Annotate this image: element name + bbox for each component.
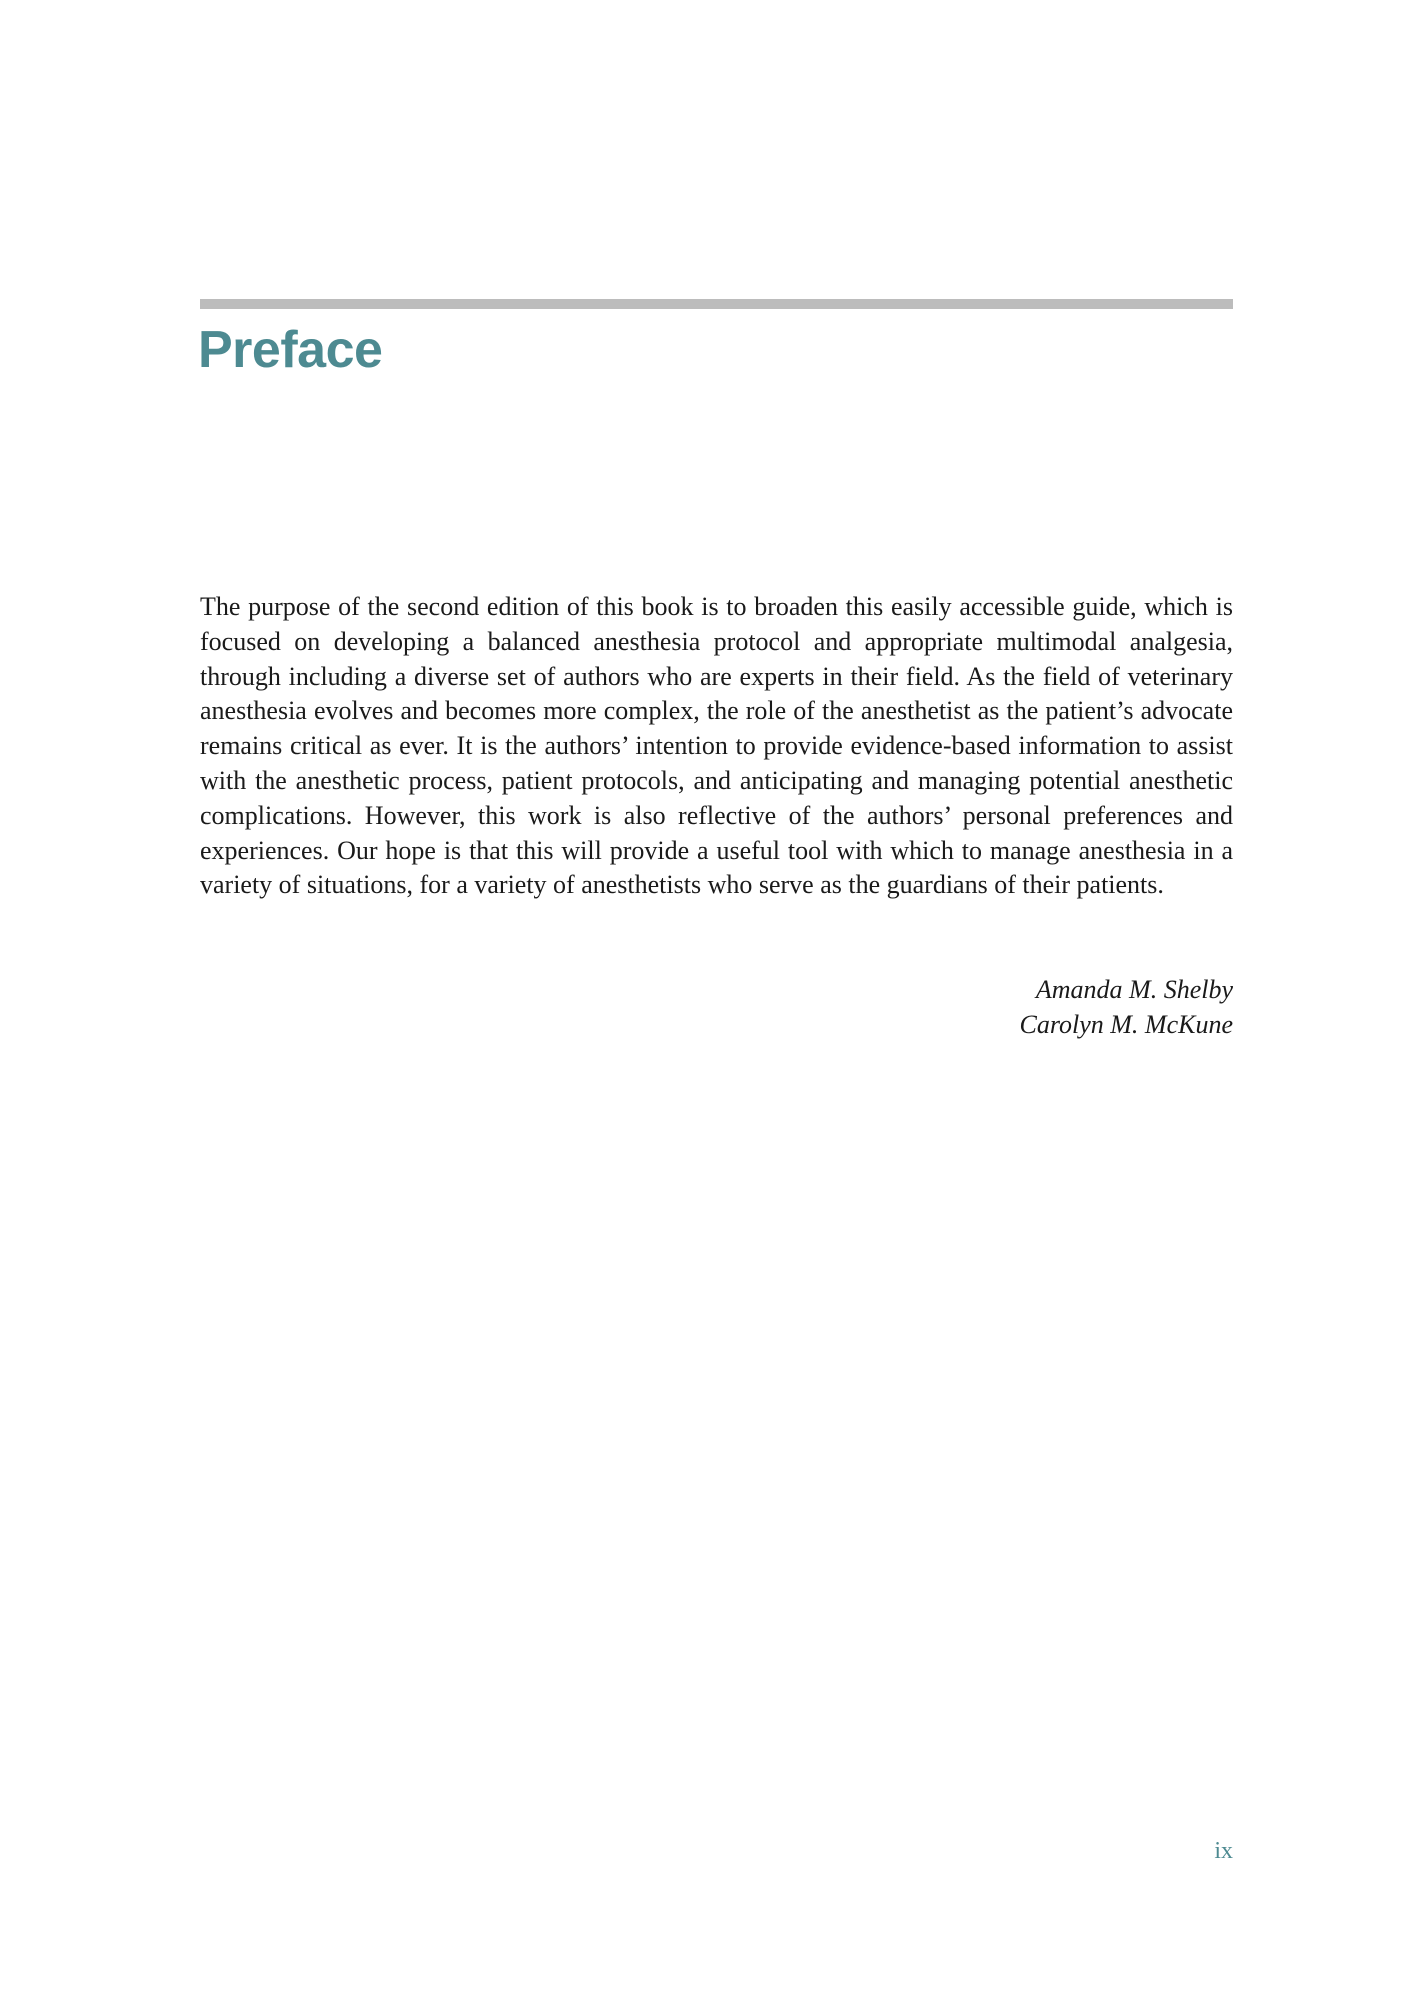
author-signature: [700, 973, 1233, 1043]
heading-rule: [200, 299, 1233, 309]
preface-paragraph: The purpose of the second edition of this book is to broaden this easily accessible guide, which is focused on developing a balanced anesthesia protocol and appropriate multimodal analgesia, through including a diverse set of authors who are experts in their field. As the field of veterinary anesthesia evolves and becomes more complex, the role of the anesthetist as the patient’s advocate remains critical as ever. It is the authors’ intention to provide evidence-based information to assist with the anesthetic process, patient protocols, and anticipating and managing potential anesthetic complications. However, this work is also reflective of the authors’ personal preferences and experiences. Our hope is that this will provide a useful tool with which to manage anesthesia in a variety of situations, for a variety of anesthetists who serve as the guardians of their patients.: [200, 592, 1233, 900]
page-number: ix: [1214, 1838, 1233, 1864]
author-name: Carolyn M. McKune: [1019, 1009, 1233, 1039]
author-name: Amanda M. Shelby: [1035, 975, 1233, 1004]
page-title: Preface: [198, 321, 383, 379]
